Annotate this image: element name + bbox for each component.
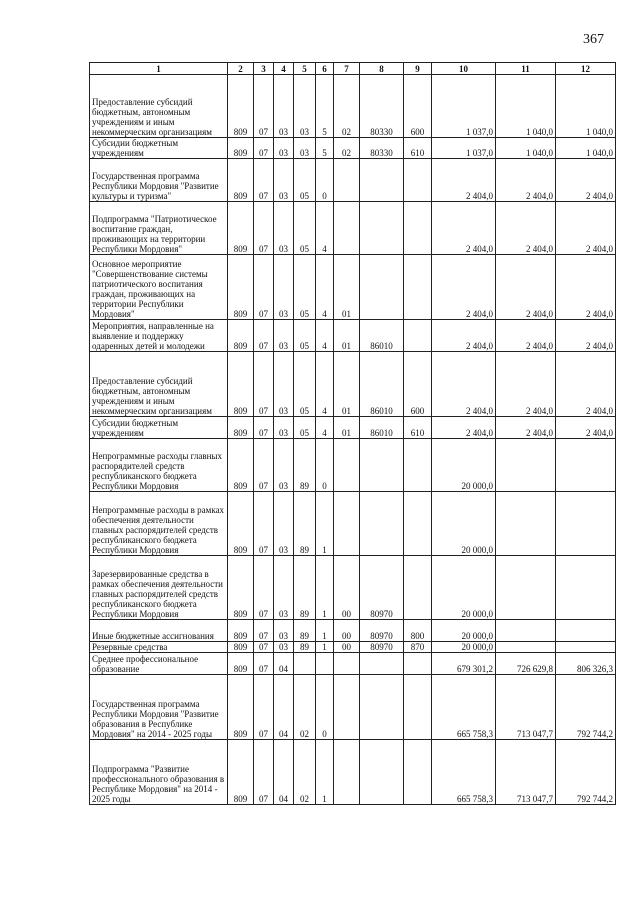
- program-code: 89: [294, 439, 316, 492]
- subprogram-code: 0: [316, 675, 334, 740]
- direction-code: 86010: [360, 320, 404, 352]
- expense-type-code: [404, 159, 432, 202]
- section-code: 07: [254, 653, 274, 675]
- row-name: Основное мероприятие "Совершенствование системы патриотического воспитания граждан, проживающих на территории Республики Мордовия": [90, 255, 228, 320]
- subsection-code: 04: [274, 675, 294, 740]
- table-row: [90, 320, 616, 352]
- direction-code: [360, 653, 404, 675]
- direction-code: [360, 492, 404, 556]
- gryp-code: 809: [228, 439, 254, 492]
- row-name: Зарезервированные средства в рамках обеспечения деятельности главных распорядителей средств республиканского бюджета Республики Мордовия: [90, 556, 228, 620]
- column-header-11: 11: [496, 63, 556, 75]
- column-header-10: 10: [432, 63, 496, 75]
- event-code: 01: [334, 255, 360, 320]
- event-code: 02: [334, 75, 360, 138]
- section-code: 07: [254, 138, 274, 159]
- amount-col-10: 20 000,0: [432, 492, 496, 556]
- subprogram-code: 4: [316, 255, 334, 320]
- table-row: [90, 620, 616, 642]
- amount-col-11: [496, 556, 556, 620]
- subprogram-code: 5: [316, 75, 334, 138]
- program-code: 05: [294, 255, 316, 320]
- subprogram-code: 0: [316, 439, 334, 492]
- expense-type-code: [404, 740, 432, 805]
- subprogram-code: 0: [316, 159, 334, 202]
- gryp-code: 809: [228, 138, 254, 159]
- expense-type-code: 610: [404, 417, 432, 439]
- expense-type-code: [404, 202, 432, 255]
- amount-col-12: [556, 620, 616, 642]
- event-code: [334, 492, 360, 556]
- amount-col-11: 2 404,0: [496, 320, 556, 352]
- gryp-code: 809: [228, 620, 254, 642]
- row-name: Подпрограмма "Развитие профессионального образования в Республике Мордовия" на 2014 - 2025 годы: [90, 740, 228, 805]
- table-row: [90, 492, 616, 556]
- event-code: [334, 675, 360, 740]
- event-code: [334, 159, 360, 202]
- direction-code: 80970: [360, 556, 404, 620]
- gryp-code: 809: [228, 352, 254, 417]
- table-body: [90, 75, 616, 805]
- program-code: [294, 653, 316, 675]
- subprogram-code: 4: [316, 202, 334, 255]
- gryp-code: 809: [228, 492, 254, 556]
- event-code: [334, 202, 360, 255]
- table-row: [90, 75, 616, 138]
- table-header: [90, 63, 616, 75]
- amount-col-10: 665 758,3: [432, 675, 496, 740]
- program-code: 89: [294, 556, 316, 620]
- table-row: [90, 556, 616, 620]
- table-row: [90, 159, 616, 202]
- event-code: 00: [334, 620, 360, 642]
- event-code: 00: [334, 556, 360, 620]
- amount-col-11: 2 404,0: [496, 417, 556, 439]
- row-name: Предоставление субсидий бюджетным, автономным учреждениям и иным некоммерческим организациям: [90, 75, 228, 138]
- amount-col-11: [496, 439, 556, 492]
- subprogram-code: 5: [316, 138, 334, 159]
- gryp-code: 809: [228, 75, 254, 138]
- direction-code: [360, 255, 404, 320]
- subprogram-code: 1: [316, 556, 334, 620]
- gryp-code: 809: [228, 675, 254, 740]
- expense-type-code: [404, 255, 432, 320]
- gryp-code: 809: [228, 202, 254, 255]
- row-name: Государственная программа Республики Мордовия "Развитие образования в Республике Мордовия" на 2014 - 2025 годы: [90, 675, 228, 740]
- expense-type-code: 600: [404, 75, 432, 138]
- amount-col-10: 679 301,2: [432, 653, 496, 675]
- program-code: 05: [294, 320, 316, 352]
- expense-type-code: [404, 492, 432, 556]
- amount-col-11: 713 047,7: [496, 740, 556, 805]
- amount-col-12: [556, 642, 616, 653]
- column-header-8: 8: [360, 63, 404, 75]
- subprogram-code: 4: [316, 417, 334, 439]
- row-name: Резервные средства: [90, 642, 228, 653]
- column-header-7: 7: [334, 63, 360, 75]
- subsection-code: 04: [274, 740, 294, 805]
- program-code: 03: [294, 75, 316, 138]
- subprogram-code: 1: [316, 620, 334, 642]
- expense-type-code: [404, 675, 432, 740]
- program-code: 05: [294, 159, 316, 202]
- gryp-code: 809: [228, 159, 254, 202]
- event-code: [334, 653, 360, 675]
- direction-code: [360, 159, 404, 202]
- subsection-code: 03: [274, 320, 294, 352]
- amount-col-11: 2 404,0: [496, 159, 556, 202]
- row-name: Государственная программа Республики Мордовия "Развитие культуры и туризма": [90, 159, 228, 202]
- amount-col-11: [496, 642, 556, 653]
- row-name: Иные бюджетные ассигнования: [90, 620, 228, 642]
- event-code: [334, 740, 360, 805]
- gryp-code: 809: [228, 255, 254, 320]
- section-code: 07: [254, 439, 274, 492]
- gryp-code: 809: [228, 320, 254, 352]
- direction-code: 80330: [360, 75, 404, 138]
- amount-col-12: [556, 492, 616, 556]
- subsection-code: 03: [274, 417, 294, 439]
- amount-col-10: 1 037,0: [432, 138, 496, 159]
- direction-code: 86010: [360, 417, 404, 439]
- expense-type-code: 600: [404, 352, 432, 417]
- expense-type-code: [404, 439, 432, 492]
- section-code: 07: [254, 320, 274, 352]
- table-row: [90, 352, 616, 417]
- row-name: Подпрограмма "Патриотическое воспитание граждан, проживающих на территории Республики Мордовия": [90, 202, 228, 255]
- event-code: 01: [334, 352, 360, 417]
- direction-code: 80970: [360, 620, 404, 642]
- section-code: 07: [254, 740, 274, 805]
- amount-col-10: 2 404,0: [432, 417, 496, 439]
- section-code: 07: [254, 202, 274, 255]
- section-code: 07: [254, 556, 274, 620]
- direction-code: [360, 740, 404, 805]
- amount-col-12: 1 040,0: [556, 75, 616, 138]
- subsection-code: 03: [274, 159, 294, 202]
- expense-type-code: 610: [404, 138, 432, 159]
- row-name: Субсидии бюджетным учреждениям: [90, 138, 228, 159]
- section-code: 07: [254, 417, 274, 439]
- amount-col-12: 2 404,0: [556, 159, 616, 202]
- subsection-code: 03: [274, 439, 294, 492]
- table-row: [90, 417, 616, 439]
- amount-col-12: 2 404,0: [556, 255, 616, 320]
- amount-col-11: 713 047,7: [496, 675, 556, 740]
- program-code: 89: [294, 620, 316, 642]
- amount-col-10: 2 404,0: [432, 159, 496, 202]
- table-row: [90, 653, 616, 675]
- amount-col-11: [496, 620, 556, 642]
- amount-col-11: 2 404,0: [496, 255, 556, 320]
- row-name: Субсидии бюджетным учреждениям: [90, 417, 228, 439]
- amount-col-10: 665 758,3: [432, 740, 496, 805]
- amount-col-10: 20 000,0: [432, 642, 496, 653]
- row-name: Мероприятия, направленные на выявление и поддержку одаренных детей и молодежи: [90, 320, 228, 352]
- amount-col-12: 2 404,0: [556, 320, 616, 352]
- column-header-12: 12: [556, 63, 616, 75]
- table-row: [90, 138, 616, 159]
- section-code: 07: [254, 352, 274, 417]
- subsection-code: 03: [274, 492, 294, 556]
- program-code: 05: [294, 352, 316, 417]
- amount-col-12: 2 404,0: [556, 352, 616, 417]
- program-code: 05: [294, 417, 316, 439]
- row-name: Непрограммные расходы в рамках обеспечения деятельности главных распорядителей средств республиканского бюджета Республики Мордовия: [90, 492, 228, 556]
- expense-type-code: [404, 556, 432, 620]
- subprogram-code: [316, 653, 334, 675]
- column-header-5: 5: [294, 63, 316, 75]
- subprogram-code: 1: [316, 740, 334, 805]
- direction-code: [360, 202, 404, 255]
- program-code: 89: [294, 492, 316, 556]
- section-code: 07: [254, 642, 274, 653]
- amount-col-12: [556, 439, 616, 492]
- direction-code: 86010: [360, 352, 404, 417]
- program-code: 05: [294, 202, 316, 255]
- table-row: [90, 740, 616, 805]
- table-row: [90, 255, 616, 320]
- table-row: [90, 642, 616, 653]
- subsection-code: 03: [274, 255, 294, 320]
- event-code: 00: [334, 642, 360, 653]
- direction-code: [360, 675, 404, 740]
- column-header-1: 1: [90, 63, 228, 75]
- subsection-code: 04: [274, 653, 294, 675]
- amount-col-12: 792 744,2: [556, 740, 616, 805]
- table-row: [90, 675, 616, 740]
- direction-code: 80970: [360, 642, 404, 653]
- subprogram-code: 1: [316, 492, 334, 556]
- subsection-code: 03: [274, 138, 294, 159]
- column-header-4: 4: [274, 63, 294, 75]
- expense-type-code: 870: [404, 642, 432, 653]
- expense-type-code: [404, 320, 432, 352]
- section-code: 07: [254, 492, 274, 556]
- event-code: [334, 439, 360, 492]
- event-code: 01: [334, 320, 360, 352]
- gryp-code: 809: [228, 642, 254, 653]
- subsection-code: 03: [274, 642, 294, 653]
- program-code: 02: [294, 675, 316, 740]
- amount-col-12: 806 326,3: [556, 653, 616, 675]
- subsection-code: 03: [274, 620, 294, 642]
- amount-col-11: 2 404,0: [496, 352, 556, 417]
- subprogram-code: 4: [316, 352, 334, 417]
- subsection-code: 03: [274, 75, 294, 138]
- event-code: 02: [334, 138, 360, 159]
- subsection-code: 03: [274, 556, 294, 620]
- program-code: 89: [294, 642, 316, 653]
- amount-col-11: 726 629,8: [496, 653, 556, 675]
- section-code: 07: [254, 620, 274, 642]
- gryp-code: 809: [228, 653, 254, 675]
- amount-col-12: 2 404,0: [556, 417, 616, 439]
- event-code: 01: [334, 417, 360, 439]
- budget-table: [89, 62, 616, 805]
- amount-col-12: 1 040,0: [556, 138, 616, 159]
- amount-col-11: [496, 492, 556, 556]
- direction-code: [360, 439, 404, 492]
- row-name: Предоставление субсидий бюджетным, автономным учреждениям и иным некоммерческим организациям: [90, 352, 228, 417]
- amount-col-10: 20 000,0: [432, 556, 496, 620]
- amount-col-12: [556, 556, 616, 620]
- table-row: [90, 202, 616, 255]
- section-code: 07: [254, 75, 274, 138]
- expense-type-code: 800: [404, 620, 432, 642]
- section-code: 07: [254, 255, 274, 320]
- subprogram-code: 1: [316, 642, 334, 653]
- column-header-2: 2: [228, 63, 254, 75]
- program-code: 02: [294, 740, 316, 805]
- table-row: [90, 439, 616, 492]
- section-code: 07: [254, 159, 274, 202]
- column-header-6: 6: [316, 63, 334, 75]
- amount-col-10: 20 000,0: [432, 439, 496, 492]
- amount-col-11: 2 404,0: [496, 202, 556, 255]
- amount-col-10: 20 000,0: [432, 620, 496, 642]
- gryp-code: 809: [228, 740, 254, 805]
- row-name: Среднее профессиональное образование: [90, 653, 228, 675]
- column-header-3: 3: [254, 63, 274, 75]
- gryp-code: 809: [228, 417, 254, 439]
- amount-col-10: 2 404,0: [432, 352, 496, 417]
- row-name: Непрограммные расходы главных распорядителей средств республиканского бюджета Республики Мордовия: [90, 439, 228, 492]
- subsection-code: 03: [274, 202, 294, 255]
- amount-col-10: 2 404,0: [432, 320, 496, 352]
- gryp-code: 809: [228, 556, 254, 620]
- section-code: 07: [254, 675, 274, 740]
- amount-col-10: 2 404,0: [432, 255, 496, 320]
- expense-type-code: [404, 653, 432, 675]
- program-code: 03: [294, 138, 316, 159]
- direction-code: 80330: [360, 138, 404, 159]
- page-number: 367: [583, 32, 604, 47]
- column-header-9: 9: [404, 63, 432, 75]
- amount-col-11: 1 040,0: [496, 75, 556, 138]
- subsection-code: 03: [274, 352, 294, 417]
- amount-col-12: 2 404,0: [556, 202, 616, 255]
- amount-col-10: 2 404,0: [432, 202, 496, 255]
- amount-col-11: 1 040,0: [496, 138, 556, 159]
- amount-col-10: 1 037,0: [432, 75, 496, 138]
- amount-col-12: 792 744,2: [556, 675, 616, 740]
- subprogram-code: 4: [316, 320, 334, 352]
